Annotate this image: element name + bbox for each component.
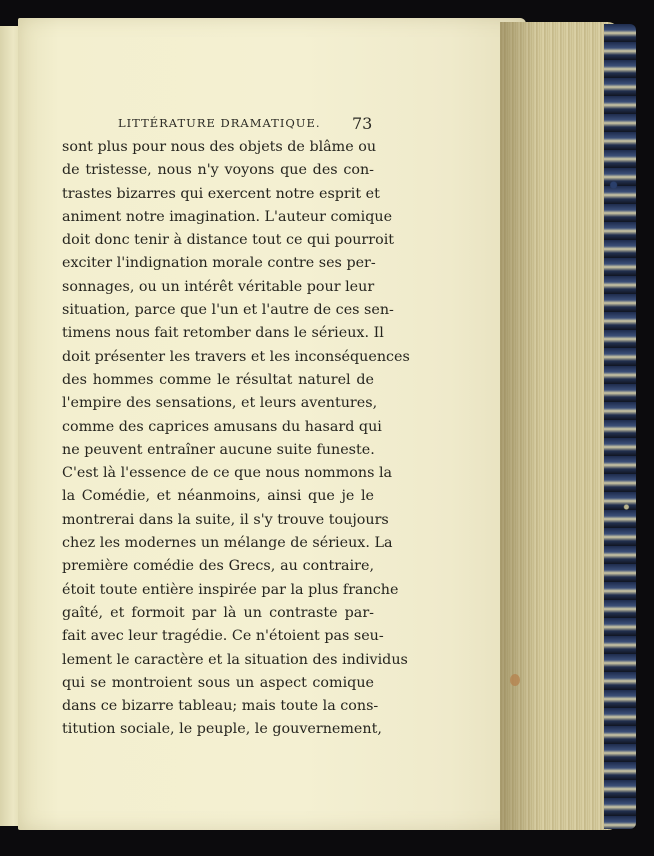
text-line: comme des caprices amusans du hasard qui — [62, 418, 382, 435]
marbled-cover — [604, 24, 636, 829]
text-line: animent notre imagination. L'auteur comique — [62, 208, 393, 225]
text-line: timens nous fait retomber dans le sérieux. Il — [62, 325, 384, 342]
text-line: sont plus pour nous des objets de blâme ou — [62, 139, 377, 155]
text-line: chez les modernes un mélange de sérieux. La — [62, 535, 393, 552]
text-line: lement le caractère et la situation des individus — [62, 651, 408, 668]
text-line: la Comédie, et néanmoins, ainsi que je le — [62, 488, 374, 505]
text-line: l'empire des sensations, et leurs aventures, — [62, 395, 378, 412]
text-line: exciter l'indignation morale contre ses per- — [62, 255, 376, 272]
foxing-spot — [510, 674, 520, 686]
text-line: montrerai dans la suite, il s'y trouve toujours — [62, 511, 389, 528]
page-number: 73 — [352, 114, 373, 133]
text-line: trastes bizarres qui exercent notre esprit et — [62, 185, 380, 202]
text-line: doit donc tenir à distance tout ce qui pourroit — [62, 232, 395, 249]
text-line: dans ce bizarre tableau; mais toute la cons- — [62, 698, 379, 715]
text-line: qui se montroient sous un aspect comique — [62, 674, 374, 691]
text-line: sonnages, ou un intérêt véritable pour leur — [62, 278, 375, 295]
text-line: première comédie des Grecs, au contraire, — [62, 558, 374, 575]
text-line: titution sociale, le peuple, le gouvernement, — [62, 721, 382, 738]
text-line: situation, parce que l'un et l'autre de ces sen- — [62, 302, 394, 319]
text-line: des hommes comme le résultat naturel de — [62, 371, 374, 388]
running-head: LITTÉRATURE DRAMATIQUE. — [118, 116, 321, 130]
text-line: de tristesse, nous n'y voyons que des con- — [62, 162, 374, 179]
body-text — [62, 136, 410, 742]
text-line: fait avec leur tragédie. Ce n'étoient pas seu- — [62, 628, 384, 645]
text-line: C'est là l'essence de ce que nous nommons la — [62, 465, 393, 482]
text-line: étoit toute entière inspirée par la plus franche — [62, 581, 399, 598]
page-block-shadow — [500, 22, 540, 830]
text-line: gaîté, et formoit par là un contraste par- — [62, 604, 374, 621]
text-line: ne peuvent entraîner aucune suite funeste. — [62, 441, 375, 458]
text-line: doit présenter les travers et les inconséquences — [62, 348, 410, 365]
